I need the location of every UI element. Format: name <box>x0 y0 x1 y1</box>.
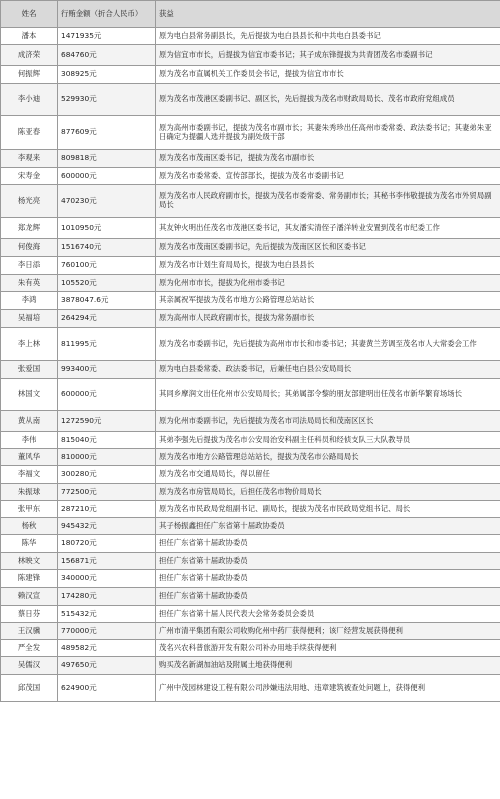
table-row <box>1 45 500 66</box>
table-row <box>1 257 500 275</box>
name-cell: 李福文 <box>1 466 58 484</box>
table-row <box>1 84 500 116</box>
amount-cell: 3878047.6元 <box>58 292 156 310</box>
name-cell: 林国文 <box>1 379 58 411</box>
benefit-cell: 广州市清平集团有限公司收购化州中药厂获得便利；该厂经营发展获得便利 <box>156 623 500 640</box>
amount-cell: 340000元 <box>58 570 156 588</box>
amount-cell: 684760元 <box>58 45 156 66</box>
name-cell: 吴福培 <box>1 310 58 328</box>
table-row <box>1 116 500 150</box>
name-cell: 赖汉宣 <box>1 588 58 606</box>
name-cell: 吴儒汉 <box>1 657 58 675</box>
name-cell: 杨光亮 <box>1 185 58 218</box>
amount-cell: 600000元 <box>58 379 156 411</box>
name-cell: 林映文 <box>1 553 58 570</box>
header-benefit: 获益 <box>156 1 500 28</box>
name-cell: 陈建锋 <box>1 570 58 588</box>
benefit-cell: 原为茂名市委常委、宣传部部长，提拔为茂名市委副书记 <box>156 168 500 185</box>
name-cell: 宋寿金 <box>1 168 58 185</box>
benefit-cell: 其子杨振鑫担任广东省第十届政协委员 <box>156 518 500 535</box>
amount-cell: 105520元 <box>58 275 156 292</box>
amount-cell: 180720元 <box>58 535 156 553</box>
name-cell: 何振辉 <box>1 66 58 84</box>
amount-cell: 470230元 <box>58 185 156 218</box>
name-cell: 王汉骥 <box>1 623 58 640</box>
table-row <box>1 239 500 257</box>
name-cell: 李日添 <box>1 257 58 275</box>
benefit-cell: 原为茂名市民政局党组副书记、副局长，提拔为茂名市民政局党组书记、局长 <box>156 501 500 518</box>
table-row <box>1 150 500 168</box>
amount-cell: 1516740元 <box>58 239 156 257</box>
table-row <box>1 379 500 411</box>
header-amount: 行贿金额（折合人民币） <box>58 1 156 28</box>
amount-cell: 770000元 <box>58 623 156 640</box>
benefit-cell: 原为茂名市计划生育局局长，提拔为电白县县长 <box>156 257 500 275</box>
amount-cell: 1010950元 <box>58 218 156 239</box>
table-row <box>1 66 500 84</box>
name-cell: 李小迪 <box>1 84 58 116</box>
table-row <box>1 588 500 606</box>
table-row <box>1 606 500 623</box>
name-cell: 张甲东 <box>1 501 58 518</box>
name-cell: 朱振球 <box>1 484 58 501</box>
amount-cell: 993400元 <box>58 361 156 379</box>
benefit-cell: 原为茂名市茂南区委副书记，先后提拔为茂南区区长和区委书记 <box>156 239 500 257</box>
benefit-cell: 原为高州市人民政府副市长，提拔为常务副市长 <box>156 310 500 328</box>
name-cell: 李上林 <box>1 328 58 361</box>
amount-cell: 287210元 <box>58 501 156 518</box>
benefit-cell: 购买茂名新湖加油站及附属土地获得便利 <box>156 657 500 675</box>
table-row <box>1 535 500 553</box>
name-cell: 董风华 <box>1 449 58 466</box>
table-row <box>1 411 500 432</box>
benefit-cell: 原为茂名市房管局局长，后担任茂名市物价局局长 <box>156 484 500 501</box>
benefit-cell: 其同乡摩润文出任化州市公安局局长；其弟属部令黎的朋友部建明出任茂名市新华繁育场场长 <box>156 379 500 411</box>
table-row <box>1 28 500 45</box>
name-cell: 严全发 <box>1 640 58 657</box>
amount-cell: 772500元 <box>58 484 156 501</box>
benefit-cell: 担任广东省第十届政协委员 <box>156 535 500 553</box>
table-header-row <box>1 1 500 28</box>
benefit-cell: 原为茂名市人民政府副市长，提拔为茂名市委常委、常务副市长；其秘书李伟敬提拔为茂名市外贸局副局长 <box>156 185 500 218</box>
name-cell: 杨秋 <box>1 518 58 535</box>
amount-cell: 809818元 <box>58 150 156 168</box>
amount-cell: 529930元 <box>58 84 156 116</box>
name-cell: 李观来 <box>1 150 58 168</box>
table-row <box>1 185 500 218</box>
amount-cell: 810000元 <box>58 449 156 466</box>
benefit-cell: 担任广东省第十届政协委员 <box>156 553 500 570</box>
table-row <box>1 466 500 484</box>
amount-cell: 1272590元 <box>58 411 156 432</box>
name-cell: 黄从南 <box>1 411 58 432</box>
benefit-cell: 原为电白县常务副县长，先后提拔为电白县县长和中共电白县委书记 <box>156 28 500 45</box>
table-row <box>1 310 500 328</box>
amount-cell: 156871元 <box>58 553 156 570</box>
benefit-cell: 原为茂名市茂港区委副书记、副区长，先后提拔为茂名市财政局局长、茂名市政府党组成员 <box>156 84 500 116</box>
name-cell: 张爱国 <box>1 361 58 379</box>
benefit-cell: 其友钟火明出任茂名市茂港区委书记，其友潘实清侄子潘洋转业安置到茂名市纪委工作 <box>156 218 500 239</box>
table-row <box>1 640 500 657</box>
benefit-cell: 原为化州市市长，提拔为化州市委书记 <box>156 275 500 292</box>
table-row <box>1 361 500 379</box>
table-row <box>1 518 500 535</box>
table-row <box>1 218 500 239</box>
name-cell: 李伟 <box>1 432 58 449</box>
name-cell: 陈亚春 <box>1 116 58 150</box>
benefit-cell: 其亲属祝军提拔为茂名市地方公路管理总站站长 <box>156 292 500 310</box>
header-name: 姓名 <box>1 1 58 28</box>
amount-cell: 945432元 <box>58 518 156 535</box>
name-cell: 郑龙辉 <box>1 218 58 239</box>
name-cell: 李鸿 <box>1 292 58 310</box>
benefit-cell: 原为茂名市茂南区委书记，提拔为茂名市副市长 <box>156 150 500 168</box>
amount-cell: 811995元 <box>58 328 156 361</box>
name-cell: 潘本 <box>1 28 58 45</box>
amount-cell: 308925元 <box>58 66 156 84</box>
benefit-cell: 原为信宜市市长，后提拔为信宜市委书记；其子成东锋提拔为共青团茂名市委副书记 <box>156 45 500 66</box>
benefit-cell: 担任广东省第十届人民代表大会常务委员会委员 <box>156 606 500 623</box>
table-row <box>1 292 500 310</box>
name-cell: 蔡日芬 <box>1 606 58 623</box>
benefit-cell: 茂名兴农科普旅游开发有限公司补办用地手续获得便利 <box>156 640 500 657</box>
table-row <box>1 484 500 501</box>
table-row <box>1 657 500 675</box>
table-row <box>1 328 500 361</box>
amount-cell: 600000元 <box>58 168 156 185</box>
table-row <box>1 570 500 588</box>
amount-cell: 174280元 <box>58 588 156 606</box>
benefit-cell: 原为化州市委副书记，先后提拔为茂名市司法局局长和茂南区区长 <box>156 411 500 432</box>
benefit-cell: 原为茂名市地方公路管理总站站长，提拔为茂名市公路局局长 <box>156 449 500 466</box>
table-row <box>1 501 500 518</box>
table-row <box>1 553 500 570</box>
table-row <box>1 432 500 449</box>
amount-cell: 815040元 <box>58 432 156 449</box>
name-cell: 朱有英 <box>1 275 58 292</box>
benefit-cell: 原为茂名市交通局局长，得以留任 <box>156 466 500 484</box>
amount-cell: 877609元 <box>58 116 156 150</box>
name-cell: 邱茂国 <box>1 675 58 702</box>
benefit-cell: 原为茂名市委副书记，先后提拔为高州市市长和市委书记；其妻黄兰芳调至茂名市人大常委会工作 <box>156 328 500 361</box>
name-cell: 陈华 <box>1 535 58 553</box>
name-cell: 何俊海 <box>1 239 58 257</box>
benefit-cell: 担任广东省第十届政协委员 <box>156 588 500 606</box>
name-cell: 成济荣 <box>1 45 58 66</box>
benefit-cell: 广州中茂园林建设工程有限公司涉嫌违法用地、违章建筑被查处问题上，获得便利 <box>156 675 500 702</box>
table-row <box>1 275 500 292</box>
table-row <box>1 675 500 702</box>
amount-cell: 515432元 <box>58 606 156 623</box>
amount-cell: 489582元 <box>58 640 156 657</box>
benefit-cell: 原为茂名市直属机关工作委员会书记，提拔为信宜市市长 <box>156 66 500 84</box>
table-row <box>1 623 500 640</box>
table-row <box>1 168 500 185</box>
amount-cell: 497650元 <box>58 657 156 675</box>
amount-cell: 624900元 <box>58 675 156 702</box>
amount-cell: 1471935元 <box>58 28 156 45</box>
amount-cell: 760100元 <box>58 257 156 275</box>
amount-cell: 264294元 <box>58 310 156 328</box>
benefit-cell: 担任广东省第十届政协委员 <box>156 570 500 588</box>
benefit-cell: 其弟李强先后提拔为茂名市公安局治安科副主任科员和经侦支队三大队教导员 <box>156 432 500 449</box>
benefit-cell: 原为电白县委常委、政法委书记，后兼任电白县公安局局长 <box>156 361 500 379</box>
benefit-cell: 原为高州市委副书记，提拔为茂名市副市长；其妻朱秀珍出任高州市委常委、政法委书记；其妻弟朱亚日确定为提疆人选并提拔为副处级干部 <box>156 116 500 150</box>
amount-cell: 300280元 <box>58 466 156 484</box>
table-row <box>1 449 500 466</box>
